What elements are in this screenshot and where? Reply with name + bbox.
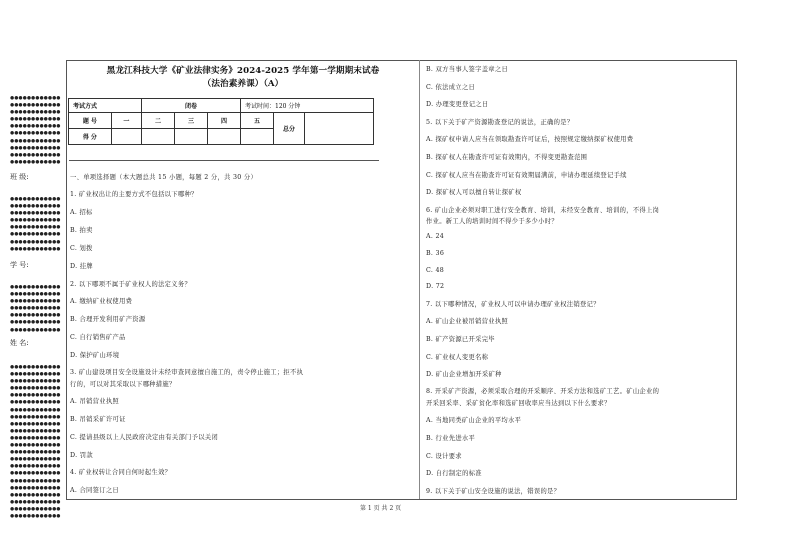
question-line: 行的，可以对其采取以下哪种措施？ [70, 381, 176, 388]
score-cell-2[interactable] [142, 129, 175, 145]
option-line: D. 72 [426, 283, 445, 290]
option-line: C. 依法成立之日 [426, 84, 476, 91]
option-line: A. 探矿权申请人应当在领取勘查许可证后，按照规定缴纳探矿权使用费 [426, 136, 634, 143]
section-heading: 一、单项选择题（本大题总共 15 小题，每题 2 分，共 30 分） [70, 174, 258, 181]
score-cell-3[interactable] [175, 129, 208, 145]
question-line: 9. 以下关于矿山安全设施的说法，错误的是？ [426, 488, 561, 495]
question-line: 4. 矿业权转让合同自何时起生效？ [70, 469, 172, 476]
exam-method-value: 闭卷 [142, 99, 241, 113]
binding-dots-top: ●●●●●●●●●●●● ●●●●●●●●●●●● ●●●●●●●●●●●● ●●●●●●●●●●●● ●●●●●●●●●●●● ●●●●●●●●●●●● ●●●●●●●●●●●● ●●●●●●●●●●●● ●●●●●●●●●●●● ●●●●●●●●●●●● [10, 96, 61, 165]
option-line: D. 办理变更登记之日 [426, 101, 489, 108]
option-line: A. 合同签订之日 [70, 487, 120, 494]
page-footer: 第 1 页 共 2 页 [360, 505, 402, 512]
total-label: 总分 [274, 113, 305, 145]
question-line: 8. 开采矿产资源，必须采取合理的开采顺序、开采方法和选矿工艺。矿山企业的 [426, 388, 660, 395]
option-line: A. 缴纳矿业权使用费 [70, 298, 133, 305]
question-line: 1. 矿业权出让的主要方式不包括以下哪种？ [70, 191, 198, 198]
col-4: 四 [208, 113, 241, 129]
option-line: C. 设计要求 [426, 453, 462, 460]
score-cell-5[interactable] [241, 129, 274, 145]
option-line: D. 挂牌 [70, 263, 93, 270]
option-line: B. 吊销采矿许可证 [70, 416, 126, 423]
col-2: 二 [142, 113, 175, 129]
binding-dots-bottom: ●●●●●●●●●●●● ●●●●●●●●●●●● ●●●●●●●●●●●● ●●●●●●●●●●●● ●●●●●●●●●●●● ●●●●●●●●●●●● ●●●●●●●●●●●● ●●●●●●●●●●●● ●●●●●●●●●●●● ●●●●●●●●●●●● ●●●●●●●●●●●● ●●●●●●●●●●●● ●●●●●●●●●●●● ●●●●●●●●●●●● ●●●●●●●●●●●● ●●●●●●●●●●●● ●●●●●●●●●●●● ●●●●●●●●●●●● ●●●●●●●●●●●● ●●●●●●●●●●●● ●●●●●●●●●●●● ●●●●●●●●●●●● [10, 365, 61, 519]
option-line: B. 拍卖 [70, 227, 93, 234]
score-cell-4[interactable] [208, 129, 241, 145]
exam-method-label: 考试方式 [69, 99, 142, 113]
option-line: D. 保护矿山环境 [70, 352, 120, 359]
question-line: 2. 以下哪项不属于矿业权人的法定义务？ [70, 281, 192, 288]
option-line: B. 探矿权人在勘查许可证有效期内，不得变更勘查范围 [426, 154, 588, 161]
score-cell-1[interactable] [111, 129, 141, 145]
option-line: D. 探矿权人可以擅自转让探矿权 [426, 189, 522, 196]
name-label: 姓 名: [10, 339, 29, 347]
section-rule [69, 160, 379, 161]
option-line: C. 探矿权人应当在勘查许可证有效期届满前，申请办理延续登记手续 [426, 172, 627, 179]
question-line: 7. 以下哪种情况，矿业权人可以申请办理矿业权注销登记？ [426, 301, 600, 308]
class-label: 班 级: [10, 173, 29, 181]
column-divider [419, 60, 420, 499]
option-line: A. 矿山企业被吊销营业执照 [426, 318, 509, 325]
student-id-label: 学 号: [10, 261, 29, 269]
option-line: C. 自行销售矿产品 [70, 334, 126, 341]
option-line: A. 24 [426, 233, 445, 240]
score-label: 得 分 [69, 129, 112, 145]
option-line: A. 招标 [70, 209, 93, 216]
option-line: B. 双方当事人签字盖章之日 [426, 66, 509, 73]
option-line: C. 提请县级以上人民政府决定由有关部门予以关闭 [70, 434, 219, 441]
option-line: C. 划拨 [70, 245, 93, 252]
option-line: D. 自行制定的标准 [426, 470, 482, 477]
binding-dots-2: ●●●●●●●●●●●● ●●●●●●●●●●●● ●●●●●●●●●●●● ●●●●●●●●●●●● ●●●●●●●●●●●● ●●●●●●●●●●●● ●●●●●●●●●●●● ●●●●●●●●●●●● [10, 197, 61, 252]
question-line: 6. 矿山企业必须对职工进行安全教育、培训，未经安全教育、培训的，不得上岗 [426, 207, 660, 214]
option-line: B. 矿产资源已开采完毕 [426, 336, 495, 343]
exam-subtitle: （法治素养课）（A） [202, 79, 284, 89]
col-1: 一 [111, 113, 141, 129]
option-line: D. 罚款 [70, 452, 93, 459]
option-line: B. 36 [426, 250, 445, 257]
question-line: 作业。新工人的培训时间不得少于多少小时？ [426, 218, 558, 225]
score-table [68, 98, 374, 145]
question-line: 3. 矿山建设项目安全设施设计未经审查同意擅自施工的，责令停止施工；拒不执 [70, 369, 304, 376]
option-line: C. 矿业权人变更名称 [426, 354, 489, 361]
option-line: D. 矿山企业增加开采矿种 [426, 371, 502, 378]
question-line: 5. 以下关于矿产资源勘查登记的说法，正确的是？ [426, 119, 574, 126]
exam-time: 考试时间：120 分钟 [241, 99, 374, 113]
option-line: C. 48 [426, 267, 445, 274]
question-line: 开采回采率、采矿贫化率和选矿回收率应当达到以下什么要求？ [426, 400, 611, 407]
question-number-label: 题 号 [69, 113, 112, 129]
binding-dots-3: ●●●●●●●●●●●● ●●●●●●●●●●●● ●●●●●●●●●●●● ●●●●●●●●●●●● ●●●●●●●●●●●● ●●●●●●●●●●●● ●●●●●●●●●●●● [10, 285, 61, 333]
option-line: A. 吊销营业执照 [70, 398, 120, 405]
option-line: A. 当地同类矿山企业的平均水平 [426, 417, 522, 424]
col-3: 三 [175, 113, 208, 129]
option-line: B. 行业先进水平 [426, 435, 476, 442]
col-5: 五 [241, 113, 274, 129]
exam-title: 黑龙江科技大学《矿业法律实务》2024-2025 学年第一学期期末试卷 [106, 66, 380, 76]
option-line: B. 合理开发利用矿产资源 [70, 316, 146, 323]
total-score-cell[interactable] [305, 113, 374, 145]
